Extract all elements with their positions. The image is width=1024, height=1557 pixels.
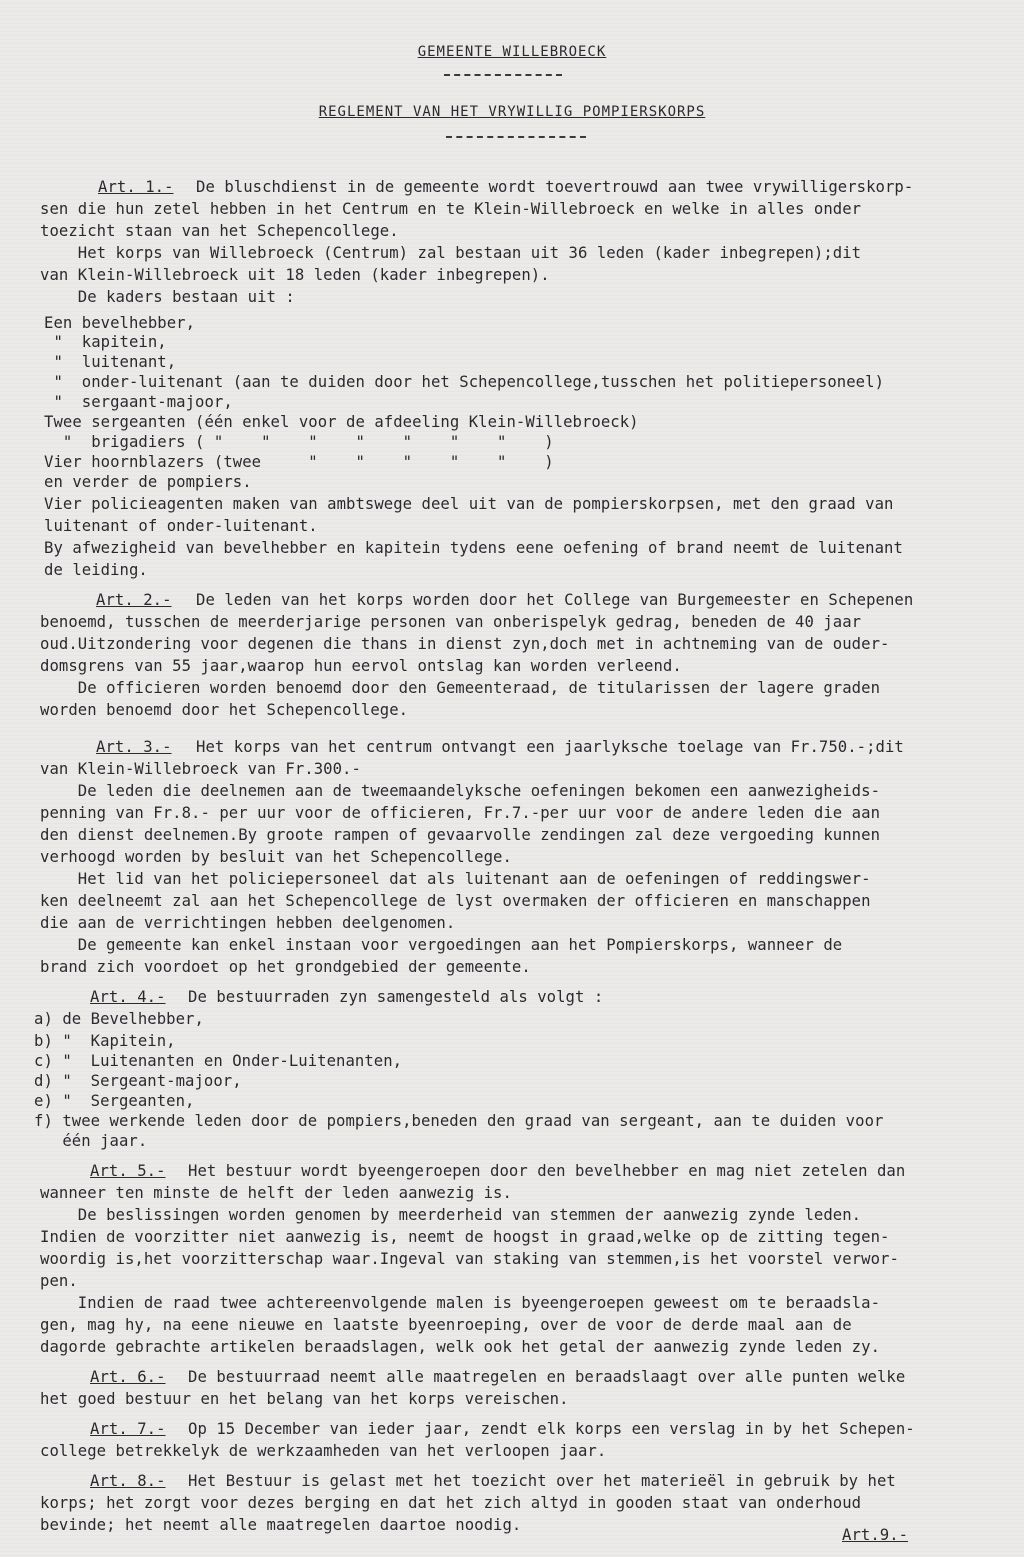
next-article-label: Art.9.- [842,1526,909,1544]
municipality-heading: GEMEENTE WILLEBROECK [417,44,607,60]
article-label: Art. 8.- [90,1472,166,1490]
text-line: De bestuurraden zyn samengesteld als volgt : [188,988,604,1006]
text-line: De kaders bestaan uit : [40,288,295,306]
text-line: Vier hoornblazers (twee " " " " " ) [44,453,554,471]
text-line: verhoogd worden by besluit van het Schepencollege. [40,848,512,866]
text-line: De gemeente kan enkel instaan voor vergoedingen aan het Pompierskorps, wanneer de [40,936,843,954]
text-line: Het bestuur wordt byeengeroepen door den bevelhebber en mag niet zetelen dan [188,1162,906,1180]
text-line: Indien de voorzitter niet aanwezig is, neemt de hoogst in graad,welke op de zitting tegen- [40,1228,890,1246]
text-line: Het lid van het policiepersoneel dat als luitenant aan de oefeningen of reddingswer- [40,870,871,888]
article-label: Art. 6.- [90,1368,166,1386]
text-line: en verder de pompiers. [44,473,252,491]
text-line: f) twee werkende leden door de pompiers,beneden den graad van sergeant, aan te duiden voor [34,1112,884,1130]
text-line: De bestuurraad neemt alle maatregelen en beraadslaagt over alle punten welke [188,1368,906,1386]
text-line: b) " Kapitein, [34,1032,176,1050]
text-line: die aan de verrichtingen hebben deelgenomen. [40,914,456,932]
text-line: a) de Bevelhebber, [34,1010,204,1028]
article-label: Art. 3.- [96,738,172,756]
article-label: Art. 1.- [98,178,174,196]
text-line: toezicht staan van het Schepencollege. [40,222,399,240]
text-line: gen, mag hy, na eene nieuwe en laatste byeenroeping, over de voor de derde maal aan de [40,1316,852,1334]
article-label: Art. 5.- [90,1162,166,1180]
text-line: Het korps van het centrum ontvangt een jaarlyksche toelage van Fr.750.-;dit [196,738,904,756]
text-line: Indien de raad twee achtereenvolgende malen is byeengeroepen geweest om te beraadsla- [40,1294,881,1312]
text-line: " onder-luitenant (aan te duiden door het Schepencollege,tusschen het politiepersoneel) [44,373,885,391]
text-line: korps; het zorgt voor dezes berging en dat het zich altyd in gooden staat van onderhoud [40,1494,862,1512]
text-line: c) " Luitenanten en Onder-Luitenanten, [34,1052,403,1070]
text-line: bevinde; het neemt alle maatregelen daartoe noodig. [40,1516,522,1534]
text-line: " kapitein, [44,333,167,351]
text-line: Twee sergeanten (één enkel voor de afdeeling Klein-Willebroeck) [44,413,639,431]
text-line: e) " Sergeanten, [34,1092,195,1110]
title-divider [446,136,586,138]
text-line: wanneer ten minste de helft der leden aanwezig is. [40,1184,512,1202]
text-line: benoemd, tusschen de meerderjarige personen van onberispelyk gedrag, beneden de 40 jaar [40,613,862,631]
text-line: dagorde gebrachte artikelen beraadslagen, welk ook het getal der aanwezig zynde leden zy. [40,1338,881,1356]
text-line: Op 15 December van ieder jaar, zendt elk korps een verslag in by het Schepen- [188,1420,915,1438]
text-line: penning van Fr.8.- per uur voor de officieren, Fr.7.-per uur voor de andere leden die aan [40,804,881,822]
text-line: " sergaant-majoor, [44,393,233,411]
text-line: Het Bestuur is gelast met het toezicht over het materieël in gebruik by het [188,1472,896,1490]
text-line: pen. [40,1272,78,1290]
text-line: college betrekkelyk de werkzaamheden van het verloopen jaar. [40,1442,607,1460]
text-line: oud.Uitzondering voor degenen die thans in dienst zyn,doch met in achtneming van de ouder- [40,635,890,653]
text-line: één jaar. [34,1132,148,1150]
text-line: " brigadiers ( " " " " " " " ) [44,433,554,451]
text-line: ken deelneemt zal aan het Schepencollege de lyst overmaken der officieren en manschappen [40,892,871,910]
text-line: By afwezigheid van bevelhebber en kapitein tydens eene oefening of brand neemt de luitenant [44,539,903,557]
text-line: worden benoemd door het Schepencollege. [40,701,409,719]
text-line: De beslissingen worden genomen by meerderheid van stemmen der aanwezig zynde leden. [40,1206,862,1224]
text-line: brand zich voordoet op het grondgebied der gemeente. [40,958,531,976]
text-line: De officieren worden benoemd door den Gemeenteraad, de titularissen der lagere graden [40,679,881,697]
text-line: De bluschdienst in de gemeente wordt toevertrouwd aan twee vrywilligerskorp- [196,178,914,196]
article-label: Art. 7.- [90,1420,166,1438]
text-line: luitenant of onder-luitenant. [44,517,318,535]
text-line: De leden die deelnemen aan de tweemaandelyksche oefeningen bekomen een aanwezigheids- [40,782,881,800]
text-line: d) " Sergeant-majoor, [34,1072,242,1090]
article-label: Art. 4.- [90,988,166,1006]
text-line: sen die hun zetel hebben in het Centrum en te Klein-Willebroeck en welke in alles onder [40,200,862,218]
document-title: REGLEMENT VAN HET VRYWILLIG POMPIERSKORPS [318,104,706,120]
text-line: Het korps van Willebroeck (Centrum) zal bestaan uit 36 leden (kader inbegrepen);dit [40,244,862,262]
text-line: de leiding. [44,561,148,579]
text-line: Vier policieagenten maken van ambtswege deel uit van de pompierskorpsen, met den graad van [44,495,894,513]
text-line: van Klein-Willebroeck uit 18 leden (kader inbegrepen). [40,266,550,284]
text-line: den dienst deelnemen.By groote rampen of gevaarvolle zendingen zal deze vergoeding kunnen [40,826,881,844]
article-label: Art. 2.- [96,591,172,609]
text-line: " luitenant, [44,353,177,371]
text-line: domsgrens van 55 jaar,waarop hun eervol ontslag kan worden verleend. [40,657,682,675]
text-line: het goed bestuur en het belang van het korps vereischen. [40,1390,569,1408]
text-line: De leden van het korps worden door het College van Burgemeester en Schepenen [196,591,914,609]
text-line: Een bevelhebber, [44,314,196,332]
heading-divider [444,74,562,76]
text-line: van Klein-Willebroeck van Fr.300.- [40,760,361,778]
text-line: woordig is,het voorzitterschap waar.Ingeval van staking van stemmen,is het voorstel verwor- [40,1250,899,1268]
